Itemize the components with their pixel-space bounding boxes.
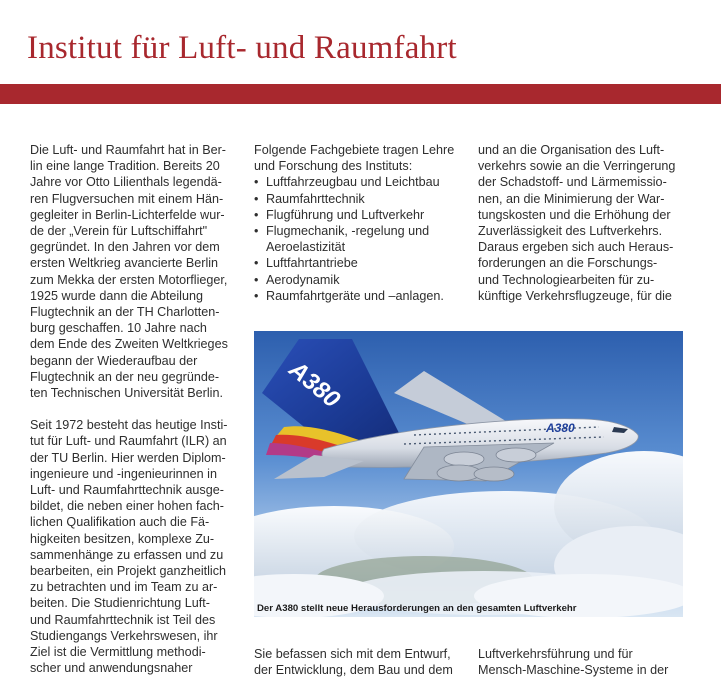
body-text-line: und Forschung des Instituts: bbox=[254, 159, 413, 174]
a380-photo bbox=[254, 331, 683, 617]
body-text-line: ingenieure und -ingenieurinnen in bbox=[30, 466, 217, 481]
fachgebiet-item: • Luftfahrtantriebe bbox=[254, 255, 464, 271]
header-band bbox=[0, 84, 721, 104]
tail-a380-text: A380 bbox=[283, 355, 346, 414]
body-text-line: Daraus ergeben sich auch Heraus- bbox=[478, 240, 674, 255]
body-text-line: zu betrachten und im Team zu ar- bbox=[30, 580, 218, 595]
body-text-line: gegleiter in Berlin-Lichterfelde wur- bbox=[30, 207, 225, 222]
body-text-line: scher und anwendungsnaher bbox=[30, 661, 193, 676]
fachgebiete-list bbox=[254, 174, 464, 304]
body-text-line: beiten. Die Studienrichtung Luft- bbox=[30, 596, 210, 611]
body-text-line: Luft- und Raumfahrttechnik ausge- bbox=[30, 483, 224, 498]
fachgebiete-intro bbox=[254, 142, 464, 174]
photo-caption: Der A380 stellt neue Herausforderungen an den gesamten Luftverkehr bbox=[257, 603, 577, 614]
body-text-line: lin eine lange Tradition. Bereits 20 bbox=[30, 159, 220, 174]
fachgebiet-item: • Aerodynamik bbox=[254, 272, 464, 288]
body-text-line: bearbeiten, ein Projekt ganzheitlich bbox=[30, 564, 227, 579]
body-text-line: verkehrs sowie an die Verringerung bbox=[478, 159, 676, 174]
body-text-line: burg geschaffen. 10 Jahre nach bbox=[30, 321, 207, 336]
column-1 bbox=[30, 142, 248, 677]
paragraph-gap bbox=[30, 401, 248, 417]
body-text-line: gegründet. In den Jahren vor dem bbox=[30, 240, 220, 255]
body-text-line: ten Technischen Universität Berlin. bbox=[30, 386, 223, 401]
fachgebiet-item: • Raumfahrtgeräte und –anlagen. bbox=[254, 288, 464, 304]
body-text-line: zum Mekka der ersten Motorflieger, bbox=[30, 272, 228, 287]
body-text-line: ersten Weltkrieg avancierte Berlin bbox=[30, 256, 219, 271]
body-text-line: 1925 wurde dann die Abteilung bbox=[30, 288, 203, 303]
body-text-line: Flugtechnik an der neu gegründe- bbox=[30, 369, 220, 384]
a380-illustration bbox=[254, 331, 683, 617]
body-text-line: ren Flugversuchen mit einem Hän- bbox=[30, 191, 224, 206]
column-3-bottom bbox=[478, 646, 688, 678]
body-text-line: der Entwicklung, dem Bau und dem bbox=[254, 663, 453, 678]
body-text-line: de der „Verein für Luftschiffahrt" bbox=[30, 224, 208, 239]
body-text-line: künftige Verkehrsflugzeuge, für die bbox=[478, 288, 672, 303]
fachgebiet-item: • Luftfahrzeugbau und Leichtbau bbox=[254, 174, 464, 190]
body-text-line: Zuverlässigkeit des Luftverkehrs. bbox=[478, 224, 663, 239]
body-text-line: lichen Qualifikation auch die Fä- bbox=[30, 515, 210, 530]
body-text-line: Luftverkehrsführung und für bbox=[478, 647, 633, 661]
body-text-line: Folgende Fachgebiete tragen Lehre bbox=[254, 143, 455, 157]
body-text-line: und Technologiearbeiten für zu- bbox=[478, 272, 655, 287]
body-text-line: Mensch-Maschine-Systeme in der bbox=[478, 663, 669, 678]
fuselage-a380-text: A380 bbox=[546, 421, 575, 435]
body-text-line: Ziel ist die Vermittlung methodi- bbox=[30, 645, 206, 660]
body-text-line: und an die Organisation des Luft- bbox=[478, 143, 665, 157]
body-text-line: dem Ende des Zweiten Weltkrieges bbox=[30, 337, 228, 352]
body-text-line: Die Luft- und Raumfahrt hat in Ber- bbox=[30, 143, 226, 157]
fachgebiet-item: • Flugführung und Luftverkehr bbox=[254, 207, 464, 223]
body-text-line: higkeiten besitzen, komplexe Zu- bbox=[30, 531, 215, 546]
body-text-line: forderungen an die Forschungs- bbox=[478, 256, 658, 271]
column-3 bbox=[478, 142, 688, 304]
body-text-line: tut für Luft- und Raumfahrt (ILR) an bbox=[30, 434, 227, 449]
body-text-line: Seit 1972 besteht das heutige Insti- bbox=[30, 418, 228, 433]
body-text-line: der TU Berlin. Hier werden Diplom- bbox=[30, 450, 226, 465]
body-text-line: Flugtechnik an der TH Charlotten- bbox=[30, 305, 220, 320]
body-text-line: Jahre vor Otto Lilienthals legendä- bbox=[30, 175, 222, 190]
fachgebiet-item: Aeroelastizität bbox=[266, 240, 346, 255]
body-text-line: nen, an die Minimierung der War- bbox=[478, 191, 665, 206]
body-text-line: Sie befassen sich mit dem Entwurf, bbox=[254, 647, 451, 661]
body-text-line: Studiengangs Verkehrswesen, ihr bbox=[30, 628, 218, 643]
body-text-line: tungskosten und die Erhöhung der bbox=[478, 207, 671, 222]
fachgebiet-item: • Flugmechanik, -regelung und bbox=[254, 223, 464, 239]
page-title: Institut für Luft- und Raumfahrt bbox=[27, 30, 457, 66]
body-text-line: und Raumfahrttechnik ist Teil des bbox=[30, 612, 216, 627]
column-2 bbox=[254, 142, 464, 304]
body-text-line: bildet, die neben einer hohen fach- bbox=[30, 499, 224, 514]
body-text-line: begann der Wiederaufbau der bbox=[30, 353, 198, 368]
fachgebiet-item: • Raumfahrttechnik bbox=[254, 191, 464, 207]
column-2-bottom bbox=[254, 646, 464, 678]
body-text-line: sammenhänge zu erfassen und zu bbox=[30, 547, 224, 562]
body-text-line: der Schadstoff- und Lärmemissio- bbox=[478, 175, 667, 190]
